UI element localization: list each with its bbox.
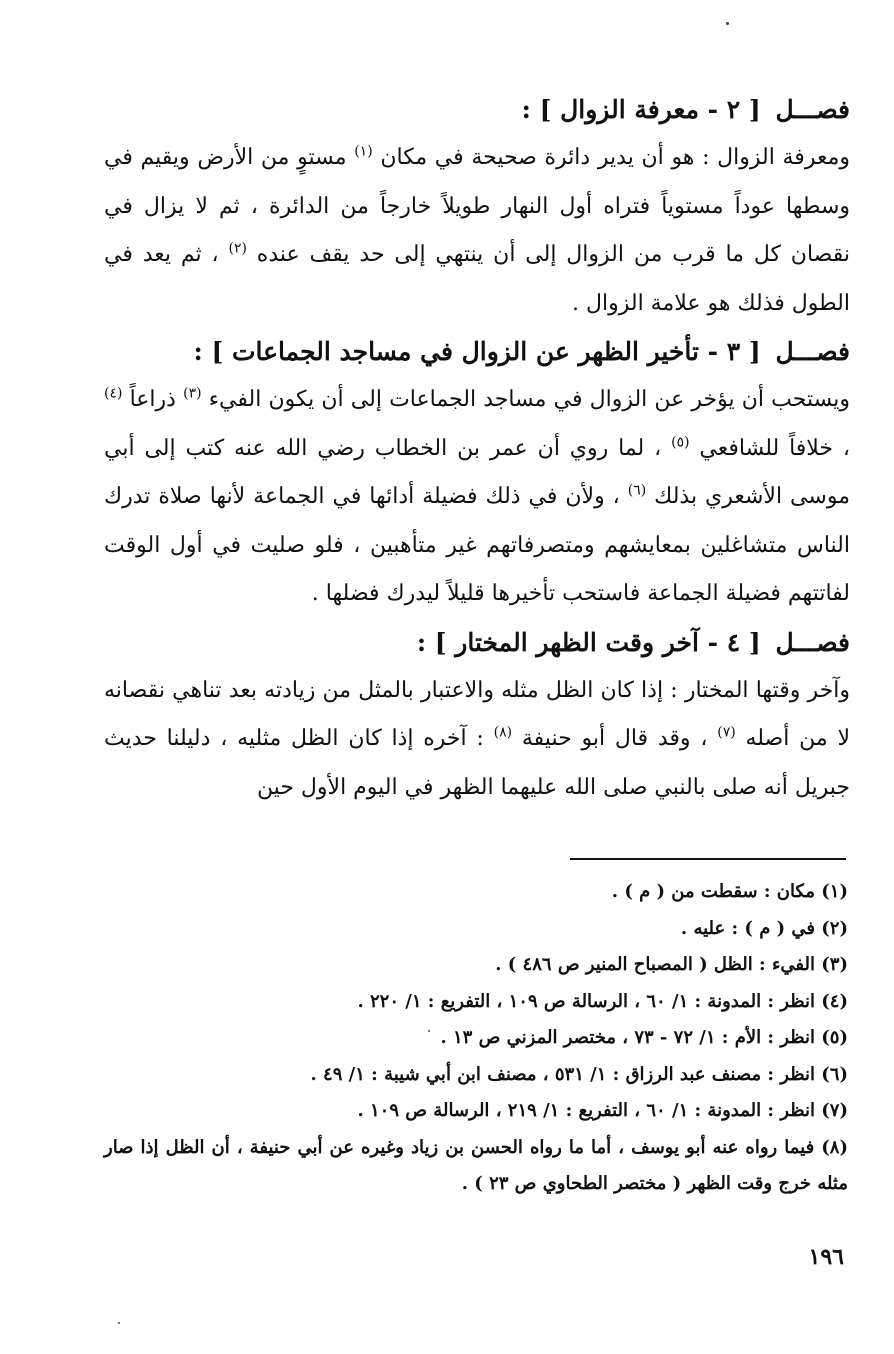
paragraph-text: ، خلافاً للشافعي: [689, 435, 850, 461]
section-heading: [104, 332, 850, 372]
paragraph-text: ومعرفة الزوال : هو أن يدير دائرة صحيحة في مكان: [372, 145, 850, 170]
footnote-ref: (٥): [671, 434, 690, 451]
footnotes: [104, 874, 850, 1203]
footnote-separator: [570, 858, 846, 860]
heading-keyword: فصـــل: [775, 627, 850, 657]
paragraph-text: ذراعاً: [122, 387, 184, 412]
footnote-ref: (٣): [183, 385, 202, 402]
footnote: (٢) في ( م ) : عليه .: [680, 917, 848, 939]
section-zawal: [104, 90, 850, 328]
heading-keyword: فصـــل: [775, 95, 850, 124]
section-delay-zuhr: [104, 332, 850, 619]
scan-speck: [726, 22, 729, 25]
heading-title: [ ٤ - آخر وقت الظهر المختار ] :: [416, 627, 761, 657]
footnote-ref: (٦): [627, 482, 647, 499]
paragraph: [104, 667, 850, 813]
footnote-ref: (٢): [228, 240, 247, 257]
paragraph-text: مستوٍ من الأرض ويقيم في وسطها عوداً مستوياً فتراه أول النهار طويلاً خارجاً من الدائرة ، ثم لا يزال في نقصان كل ما قرب من الزوال إلى أن ينتهي إلى حد يقف عنده: [104, 145, 850, 267]
page-body: [104, 90, 850, 816]
heading-title: [ ٣ - تأخير الظهر عن الزوال في مساجد الجماعات ] :: [193, 337, 761, 366]
footnote-ref: (٤): [104, 385, 123, 402]
paragraph-text: وآخر وقتها المختار : إذا كان الظل مثله والاعتبار بالمثل من زيادته بعد تناهي نقصانه لا من أصله: [104, 677, 850, 751]
footnote: (٨) فيما رواه عنه أبو يوسف ، أما ما رواه الحسن بن زياد وغيره عن أبي حنيفة ، أن الظل إذا صار مثله خرج وقت الظهر ( مختصر الطحاوي ص ٢٣ ) .: [104, 1136, 848, 1194]
page-number: ١٩٦: [808, 1244, 844, 1270]
paragraph: [104, 134, 850, 328]
section-heading: [104, 90, 850, 130]
paragraph: [104, 376, 850, 619]
footnote: (٦) انظر : مصنف عبد الرزاق : ١/ ٥٣١ ، مصنف ابن أبي شيبة : ١/ ٤٩ .: [310, 1063, 848, 1085]
section-heading: [104, 623, 850, 663]
paragraph-text: ، وقد قال أبو حنيفة: [512, 726, 718, 751]
paragraph-text: ويستحب أن يؤخر عن الزوال في مساجد الجماعات إلى أن يكون الفيء: [201, 387, 850, 412]
footnote-ref: (٨): [493, 724, 513, 741]
scan-speck: [428, 1030, 430, 1032]
footnote-ref: (١): [354, 143, 373, 160]
paragraph-text: ، ثم يعد في الطول فذلك هو علامة الزوال .: [104, 242, 850, 316]
section-end-zuhr: [104, 623, 850, 813]
scan-speck: [118, 1322, 120, 1324]
footnote: (٥) انظر : الأم : ١/ ٧٢ - ٧٣ ، مختصر المزني ص ١٣ .: [440, 1027, 848, 1048]
footnote: (٣) الفيء : الظل ( المصباح المنير ص ٤٨٦ ) .: [495, 954, 848, 975]
footnote: (١) مكان : سقطت من ( م ) .: [611, 881, 848, 902]
footnote: (٤) انظر : المدونة : ١/ ٦٠ ، الرسالة ص ١٠٩ ، التفريع : ١/ ٢٢٠ .: [357, 990, 848, 1012]
footnote: (٧) انظر : المدونة : ١/ ٦٠ ، التفريع : ١/ ٢١٩ ، الرسالة ص ١٠٩ .: [357, 1100, 848, 1121]
paragraph-text: ، لما روي أن عمر بن الخطاب رضي الله عنه كتب إلى أبي موسى الأشعري بذلك: [104, 435, 850, 509]
footnote-ref: (٧): [717, 724, 736, 741]
heading-title: [ ٢ - معرفة الزوال ] :: [521, 95, 761, 124]
paragraph-text: ، ولأن في ذلك فضيلة أدائها في الجماعة لأنها صلاة تدرك الناس متشاغلين بمعايشهم ومتصرفاتهم غير متأهبين ، فلو صليت في أول الوقت لفاتتهم فضيلة الجماعة فاستحب تأخيرها قليلاً ليدرك فضلها .: [104, 484, 850, 606]
paragraph-text: : آخره إذا كان الظل مثليه ، دليلنا حديث جبريل أنه صلى بالنبي صلى الله عليهما الظهر في اليوم الأول حين: [104, 726, 850, 800]
heading-keyword: فصـــل: [775, 337, 850, 366]
